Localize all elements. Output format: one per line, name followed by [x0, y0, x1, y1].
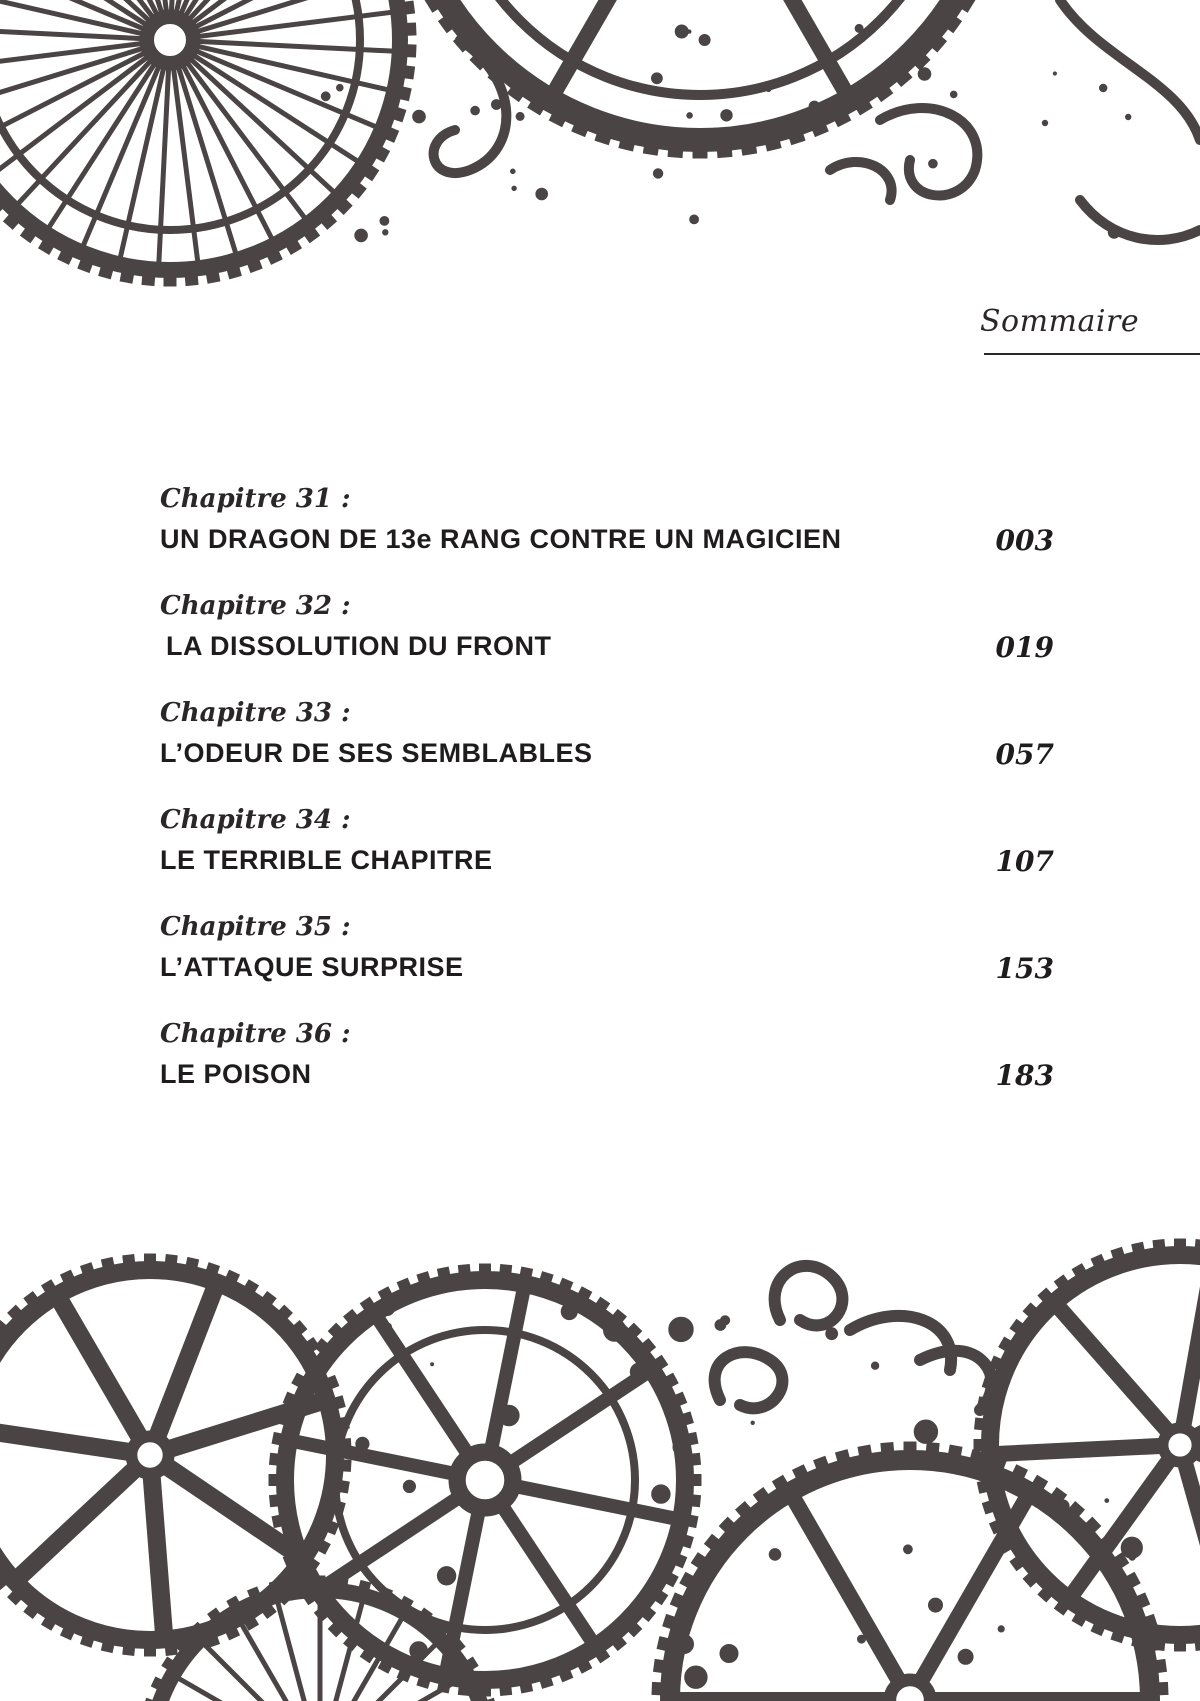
ink-splatter	[914, 1420, 937, 1443]
ink-splatter	[853, 40, 858, 45]
chapter-label: Chapitre 31 :	[160, 484, 351, 514]
ink-splatter	[1129, 1554, 1135, 1560]
chapter-label: Chapitre 32 :	[160, 591, 351, 621]
ink-splatter	[403, 1480, 415, 1492]
ink-splatter	[869, 75, 874, 80]
ink-splatter	[437, 1567, 455, 1585]
chapter-page-number: 057	[995, 738, 1054, 771]
ink-splatter	[929, 159, 938, 168]
ink-splatter	[337, 84, 344, 91]
ornament-flourish	[850, 1316, 951, 1370]
chapter-label: Chapitre 36 :	[160, 1019, 351, 1049]
ink-splatter	[536, 188, 548, 200]
ink-splatter	[720, 143, 724, 147]
ink-splatter	[675, 25, 688, 38]
toc-entry-35	[160, 912, 1060, 1019]
ink-splatter	[512, 186, 516, 190]
ink-splatter	[958, 1649, 973, 1664]
ink-splatter	[355, 229, 368, 242]
ink-splatter	[1105, 1499, 1109, 1503]
gear-wheel	[0, 0, 416, 286]
ink-splatter	[604, 1319, 626, 1341]
ink-splatter	[673, 1440, 688, 1455]
ink-splatter	[998, 1626, 1004, 1632]
ink-splatter	[499, 1405, 519, 1425]
ink-splatter	[855, 24, 863, 32]
ink-splatter	[715, 1320, 726, 1331]
ink-splatter	[699, 35, 710, 46]
ink-splatter	[385, 1323, 392, 1330]
ink-splatter	[950, 91, 957, 98]
ink-splatter	[720, 1645, 738, 1663]
chapter-page-number: 153	[995, 952, 1054, 985]
ink-splatter	[492, 100, 502, 110]
chapter-page-number: 003	[995, 524, 1054, 557]
ink-splatter	[1108, 227, 1120, 239]
ink-splatter	[1100, 84, 1107, 91]
toc-entry-34	[160, 805, 1060, 912]
chapter-label: Chapitre 35 :	[160, 912, 351, 942]
ornament-flourish	[1080, 200, 1200, 240]
title-underline	[984, 353, 1200, 355]
ink-splatter	[929, 1598, 943, 1612]
ornament-flourish	[830, 162, 892, 200]
ornament-flourish	[715, 1352, 783, 1408]
ink-splatter	[652, 1485, 670, 1503]
ink-splatter	[669, 1317, 693, 1341]
ink-splatter	[904, 1545, 913, 1554]
ink-splatter	[320, 1589, 333, 1602]
ink-splatter	[809, 101, 820, 112]
chapter-title: UN DRAGON DE 13e RANG CONTRE UN MAGICIEN	[160, 524, 842, 554]
ink-splatter	[356, 1437, 369, 1450]
ink-splatter	[630, 1363, 647, 1380]
ink-splatter	[652, 73, 663, 84]
table-of-contents	[160, 484, 1060, 1126]
toc-entry-31	[160, 484, 1060, 591]
chapter-label: Chapitre 33 :	[160, 698, 351, 728]
chapter-title: L’ATTAQUE SURPRISE	[160, 952, 464, 982]
ink-splatter	[1057, 1500, 1069, 1512]
page-title: Sommaire	[980, 304, 1140, 339]
ink-splatter	[561, 1303, 577, 1319]
ink-splatter	[751, 1421, 754, 1424]
ink-splatter	[431, 1363, 434, 1366]
chapter-page-number: 183	[995, 1059, 1054, 1092]
ink-splatter	[1126, 114, 1131, 119]
ink-splatter	[410, 1642, 428, 1660]
toc-entry-36	[160, 1019, 1060, 1126]
chapter-title: LE TERRIBLE CHAPITRE	[160, 845, 493, 875]
toc-entry-33	[160, 698, 1060, 805]
ink-splatter	[653, 169, 662, 178]
ink-splatter	[690, 215, 699, 224]
chapter-title: LE POISON	[160, 1059, 312, 1089]
ink-splatter	[918, 68, 931, 81]
ink-splatter	[766, 87, 771, 92]
ink-splatter	[769, 1549, 781, 1561]
ink-splatter	[511, 169, 516, 174]
gear-wheel	[974, 1239, 1200, 1651]
ink-splatter	[858, 1635, 866, 1643]
gear-wheel	[269, 1264, 701, 1696]
ink-splatter	[999, 1364, 1003, 1368]
ink-splatter	[685, 1666, 707, 1688]
ink-splatter	[826, 1328, 838, 1340]
chapter-page-number: 019	[995, 631, 1054, 664]
chapter-page-number: 107	[995, 845, 1054, 878]
ink-splatter	[380, 217, 389, 226]
chapter-title: LA DISSOLUTION DU FRONT	[166, 631, 552, 661]
ink-splatter	[777, 125, 782, 130]
ink-splatter	[380, 1301, 395, 1316]
ink-splatter	[721, 110, 732, 121]
ornament-flourish	[775, 1266, 843, 1326]
chapter-label: Chapitre 34 :	[160, 805, 351, 835]
ink-splatter	[471, 106, 480, 115]
ink-splatter	[687, 113, 693, 119]
toc-entry-32	[160, 591, 1060, 698]
ink-splatter	[1053, 72, 1056, 75]
ink-splatter	[871, 1362, 878, 1369]
ink-splatter	[675, 1635, 694, 1654]
ink-splatter	[1042, 120, 1047, 125]
ink-splatter	[383, 230, 388, 235]
ink-splatter	[413, 110, 426, 123]
ink-splatter	[321, 92, 330, 101]
chapter-title: L’ODEUR DE SES SEMBLABLES	[160, 738, 593, 768]
ink-splatter	[516, 112, 524, 120]
